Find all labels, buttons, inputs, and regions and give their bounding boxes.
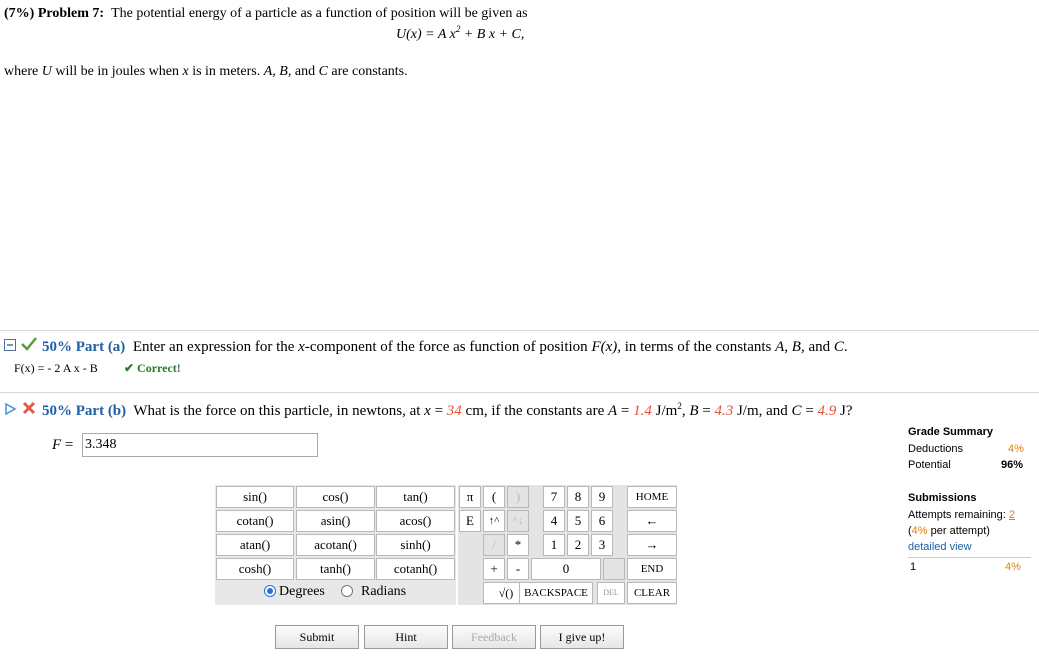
per-attempt-rest: per attempt)	[927, 525, 990, 537]
submit-button[interactable]: Submit	[275, 625, 359, 649]
part-a-q-mid2: , in terms of the constants	[617, 339, 776, 355]
key-up[interactable]: ↑^	[483, 510, 505, 532]
part-b-q2: cm, if the constants are	[461, 403, 608, 419]
key-acotan[interactable]: acotan()	[296, 534, 375, 556]
part-a-q-start: Enter an expression for the	[132, 339, 299, 355]
where-end: are constants.	[327, 64, 408, 79]
key-sinh[interactable]: sinh()	[376, 534, 455, 556]
radians-label: Radians	[361, 584, 407, 599]
key-slash[interactable]: /	[483, 534, 505, 556]
hint-button[interactable]: Hint	[364, 625, 448, 649]
key-right[interactable]: →	[627, 534, 677, 556]
part-b-q3: ,	[681, 403, 690, 419]
key-tanh[interactable]: tanh()	[296, 558, 375, 580]
part-a-q-mid: -component of the force as function of position	[304, 339, 592, 355]
part-a-q-C: C	[833, 339, 844, 355]
where-line	[4, 64, 408, 80]
key-2[interactable]: 2	[567, 534, 589, 556]
equation-exp: 2	[455, 24, 461, 34]
key-9[interactable]: 9	[591, 486, 613, 508]
part-b-x: x	[424, 403, 431, 419]
equation-lhs: U(x) = A x	[396, 27, 456, 42]
per-attempt-open: (	[908, 525, 912, 537]
key-1[interactable]: 1	[543, 534, 565, 556]
x-icon	[22, 401, 36, 420]
key-lparen[interactable]: (	[483, 486, 505, 508]
divider-b	[0, 392, 1039, 393]
part-b-B-val: 4.3	[714, 403, 734, 419]
answer-input[interactable]: 3.348	[82, 433, 318, 457]
key-plus[interactable]: +	[483, 558, 505, 580]
problem-header	[4, 6, 528, 22]
degrees-radio[interactable]	[264, 585, 276, 597]
per-attempt-value: 4%	[911, 525, 928, 537]
where-mid: will be in joules when	[51, 64, 183, 79]
key-minus[interactable]: -	[507, 558, 529, 580]
submission-row-num: 1	[910, 561, 917, 573]
key-cotanh[interactable]: cotanh()	[376, 558, 455, 580]
part-b-eq4: =	[801, 403, 818, 419]
part-b-eq3: =	[698, 403, 715, 419]
key-5[interactable]: 5	[567, 510, 589, 532]
part-b-B-unit: J/m, and	[733, 403, 792, 419]
part-b-C-val: 4.9	[817, 403, 837, 419]
key-left[interactable]: ←	[627, 510, 677, 532]
deductions-value: 4%	[1008, 443, 1024, 455]
part-a-percent: 50% Part (a)	[42, 339, 126, 355]
collapse-icon[interactable]	[4, 339, 16, 356]
detailed-view-link[interactable]: detailed view	[908, 541, 972, 553]
per-attempt	[908, 525, 990, 537]
part-b-B: B	[689, 403, 699, 419]
part-a-q-end: .	[843, 339, 848, 355]
key-4[interactable]: 4	[543, 510, 565, 532]
key-clear[interactable]: CLEAR	[627, 582, 677, 604]
where-and: and	[291, 64, 319, 79]
part-b-A-val: 1.4	[633, 403, 652, 419]
give-up-button[interactable]: I give up!	[540, 625, 624, 649]
key-sin[interactable]: sin()	[216, 486, 294, 508]
part-b-A: A	[607, 403, 618, 419]
key-acos[interactable]: acos()	[376, 510, 455, 532]
radians-radio[interactable]	[341, 585, 353, 597]
key-backspace[interactable]: BACKSPACE	[519, 582, 593, 604]
where-mid2: is in meters.	[188, 64, 264, 79]
deductions-label: Deductions	[908, 443, 964, 455]
key-asin[interactable]: asin()	[296, 510, 375, 532]
where-prefix: where	[4, 64, 42, 79]
attempts-remaining	[908, 509, 1015, 521]
feedback-button[interactable]: Feedback	[452, 625, 536, 649]
potential-label: Potential	[908, 459, 951, 471]
key-atan[interactable]: atan()	[216, 534, 294, 556]
key-sqrt[interactable]: √()	[483, 582, 529, 604]
part-b-C-unit: J?	[836, 403, 853, 419]
key-cotan[interactable]: cotan()	[216, 510, 294, 532]
where-U: U	[41, 64, 52, 79]
where-C: C	[318, 64, 328, 79]
submissions-title: Submissions	[908, 492, 977, 504]
attempts-value: 2	[1008, 509, 1015, 521]
degrees-label: Degrees	[279, 584, 325, 599]
part-b-A-unit: J/m	[651, 403, 678, 419]
submission-row-value: 4%	[1005, 561, 1021, 573]
key-rparen[interactable]: )	[507, 486, 529, 508]
equation	[396, 24, 525, 43]
part-b-eq2: =	[617, 403, 634, 419]
part-a-q-F: F(x)	[591, 339, 618, 355]
answer-label-eq: =	[61, 437, 74, 453]
key-E[interactable]: E	[459, 510, 481, 532]
part-b-q1: What is the force on this particle, in newtons, at	[133, 403, 425, 419]
key-cos[interactable]: cos()	[296, 486, 375, 508]
key-down[interactable]: ^↓	[507, 510, 529, 532]
submissions-divider	[908, 557, 1031, 558]
part-b-A-exp: 2	[677, 401, 682, 411]
play-icon[interactable]	[4, 403, 16, 420]
part-b-percent: 50% Part (b)	[42, 403, 127, 419]
key-del[interactable]: DEL	[597, 582, 625, 604]
key-7[interactable]: 7	[543, 486, 565, 508]
key-dot[interactable]	[603, 558, 625, 580]
key-0[interactable]: 0	[531, 558, 601, 580]
where-consts: A, B,	[263, 64, 292, 79]
part-a-q-and: and	[804, 339, 834, 355]
part-b-eq1: =	[430, 403, 447, 419]
key-home[interactable]: HOME	[627, 486, 677, 508]
key-star[interactable]: *	[507, 534, 529, 556]
answer-label-F: F	[52, 437, 62, 453]
problem-heading: (7%) Problem 7:	[4, 6, 105, 21]
part-a-answer: F(x) = - 2 A x - B	[14, 361, 98, 375]
where-x: x	[182, 64, 189, 79]
potential-value: 96%	[1001, 459, 1024, 471]
part-a-q-consts: A, B,	[775, 339, 805, 355]
part-b-C: C	[791, 403, 802, 419]
key-pi[interactable]: π	[459, 486, 481, 508]
part-a-question	[42, 339, 848, 356]
part-b-question	[42, 403, 853, 420]
part-a-q-x: x	[298, 339, 305, 355]
equation-rhs: + B x + C,	[460, 27, 525, 42]
answer-label	[52, 437, 73, 454]
key-8[interactable]: 8	[567, 486, 589, 508]
divider	[0, 330, 1039, 331]
key-tan[interactable]: tan()	[376, 486, 455, 508]
key-6[interactable]: 6	[591, 510, 613, 532]
part-a-status: ✔ Correct!	[124, 361, 181, 375]
key-cosh[interactable]: cosh()	[216, 558, 294, 580]
part-b-x-val: 34	[446, 403, 462, 419]
attempts-label: Attempts remaining:	[908, 509, 1009, 521]
check-icon	[21, 337, 37, 356]
key-end[interactable]: END	[627, 558, 677, 580]
grade-summary-title: Grade Summary	[908, 426, 993, 438]
key-3[interactable]: 3	[591, 534, 613, 556]
problem-statement: The potential energy of a particle as a function of position will be given as	[111, 6, 528, 21]
